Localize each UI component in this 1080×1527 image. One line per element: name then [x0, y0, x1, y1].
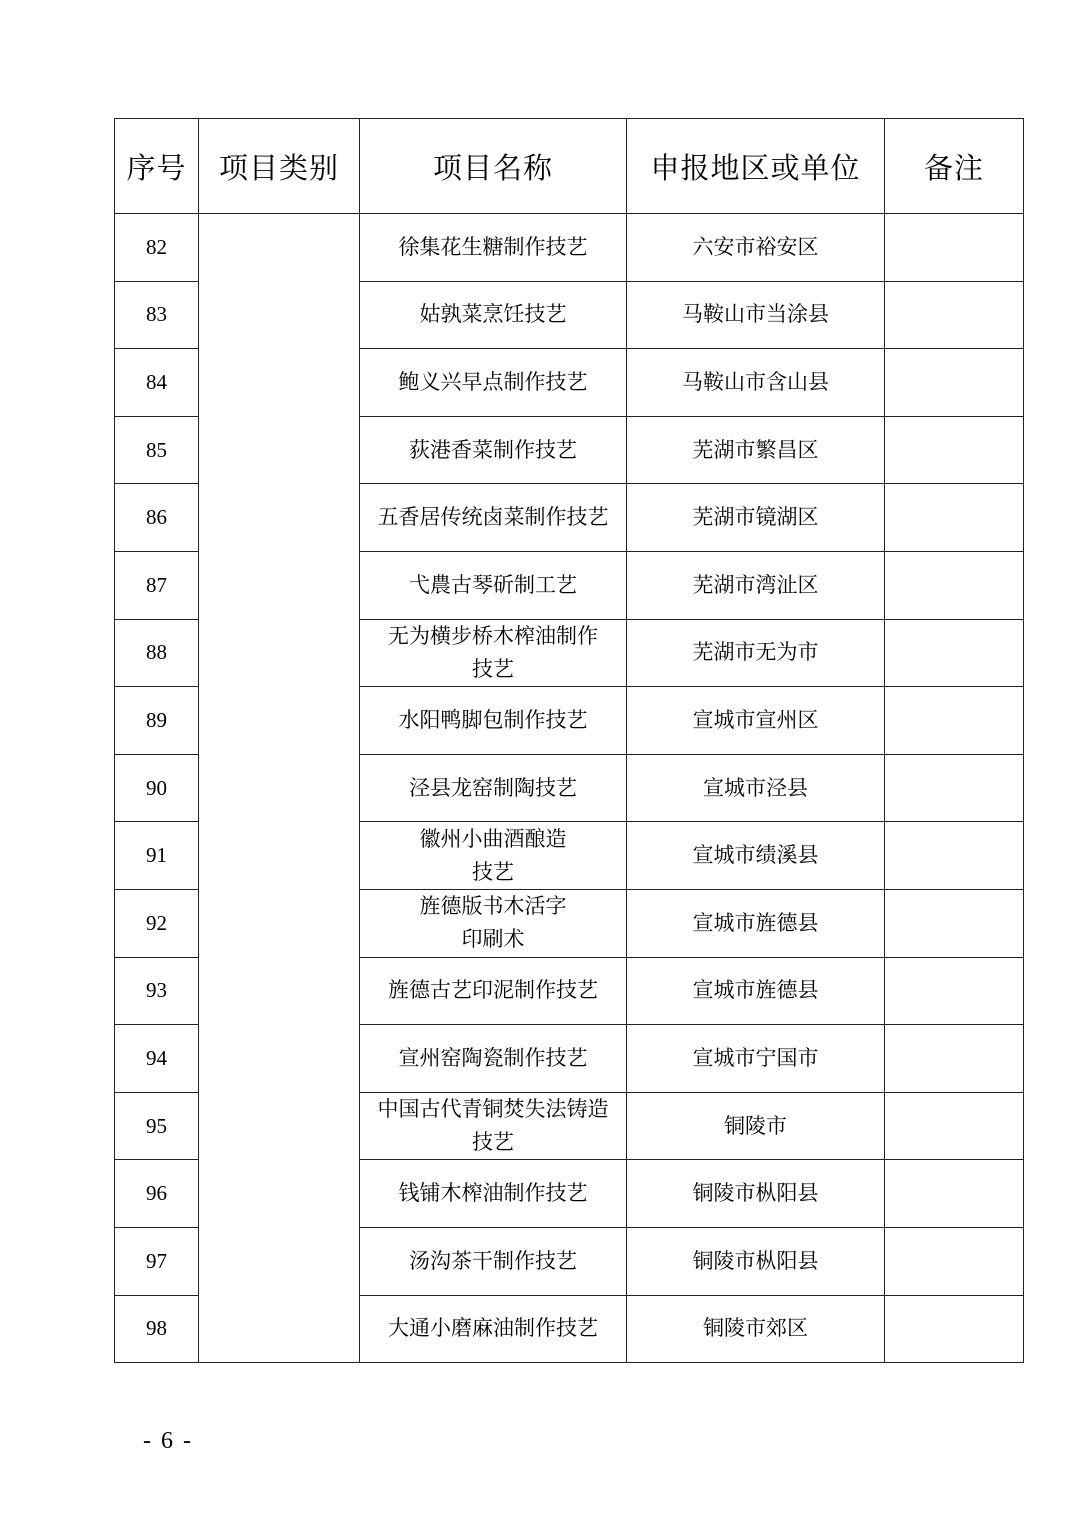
cell-region: 铜陵市	[627, 1092, 885, 1160]
cell-note	[885, 349, 1024, 417]
table-body	[115, 214, 1024, 1363]
cell-note	[885, 889, 1024, 957]
cell-region: 铜陵市枞阳县	[627, 1227, 885, 1295]
cell-project-name	[360, 214, 627, 282]
cell-seq: 94	[115, 1025, 199, 1093]
cell-region: 宣城市绩溪县	[627, 822, 885, 890]
project-name-line: 荻港香菜制作技艺	[409, 437, 577, 462]
cell-note	[885, 214, 1024, 282]
header-seq: 序号	[115, 119, 199, 214]
cell-note	[885, 754, 1024, 822]
project-name-line: 姑孰菜烹饪技艺	[419, 302, 567, 327]
cell-region: 铜陵市郊区	[627, 1295, 885, 1363]
project-name-line: 旌德古艺印泥制作技艺	[388, 978, 598, 1003]
cell-seq: 89	[115, 687, 199, 755]
cell-project-name	[360, 687, 627, 755]
project-name-line: 中国古代青铜焚失法铸造	[377, 1097, 609, 1122]
cell-region: 铜陵市枞阳县	[627, 1160, 885, 1228]
cell-region: 马鞍山市含山县	[627, 349, 885, 417]
cell-seq: 98	[115, 1295, 199, 1363]
cell-seq: 86	[115, 484, 199, 552]
project-name-line: 水阳鸭脚包制作技艺	[398, 707, 588, 732]
project-name-line: 钱铺木榨油制作技艺	[398, 1181, 588, 1206]
cell-region: 芜湖市湾沚区	[627, 551, 885, 619]
cell-note	[885, 281, 1024, 349]
cell-project-name	[360, 619, 627, 687]
cell-seq: 91	[115, 822, 199, 890]
cell-note	[885, 1025, 1024, 1093]
cell-category-merged	[199, 214, 360, 1363]
cell-region: 宣城市泾县	[627, 754, 885, 822]
project-name-line: 汤沟茶干制作技艺	[409, 1248, 577, 1273]
cell-note	[885, 1295, 1024, 1363]
cell-project-name	[360, 416, 627, 484]
cell-note	[885, 957, 1024, 1025]
project-name-line: 技艺	[472, 656, 514, 681]
project-name-line: 泾县龙窑制陶技艺	[409, 775, 577, 800]
cell-region: 宣城市宣州区	[627, 687, 885, 755]
cell-seq: 90	[115, 754, 199, 822]
cell-project-name	[360, 484, 627, 552]
cell-seq: 82	[115, 214, 199, 282]
cell-note	[885, 484, 1024, 552]
cell-project-name	[360, 1025, 627, 1093]
cell-note	[885, 687, 1024, 755]
cell-project-name	[360, 1227, 627, 1295]
header-note: 备注	[885, 119, 1024, 214]
project-name-line: 鲍义兴早点制作技艺	[398, 369, 588, 394]
cell-project-name	[360, 754, 627, 822]
cell-project-name	[360, 1160, 627, 1228]
project-name-line: 五香居传统卤菜制作技艺	[377, 505, 609, 530]
cell-note	[885, 551, 1024, 619]
cell-project-name	[360, 822, 627, 890]
cell-note	[885, 1092, 1024, 1160]
cell-project-name	[360, 957, 627, 1025]
header-region: 申报地区或单位	[627, 119, 885, 214]
cell-seq: 83	[115, 281, 199, 349]
cell-region: 宣城市旌德县	[627, 889, 885, 957]
project-name-line: 旌德版书木活字	[419, 894, 567, 919]
cell-note	[885, 619, 1024, 687]
header-name: 项目名称	[360, 119, 627, 214]
project-name-line: 印刷术	[461, 927, 525, 952]
header-category: 项目类别	[199, 119, 360, 214]
cell-note	[885, 1227, 1024, 1295]
cell-region: 芜湖市无为市	[627, 619, 885, 687]
page-number: - 6 -	[143, 1428, 193, 1454]
project-name-line: 宣州窑陶瓷制作技艺	[398, 1045, 588, 1070]
cell-region: 六安市裕安区	[627, 214, 885, 282]
heritage-project-table	[114, 118, 1024, 1363]
cell-seq: 96	[115, 1160, 199, 1228]
cell-project-name	[360, 349, 627, 417]
project-name-line: 技艺	[472, 1130, 514, 1155]
cell-seq: 93	[115, 957, 199, 1025]
project-name-line: 徐集花生糖制作技艺	[398, 234, 588, 259]
cell-seq: 85	[115, 416, 199, 484]
project-name-line: 徽州小曲酒酿造	[419, 826, 567, 851]
cell-region: 宣城市宁国市	[627, 1025, 885, 1093]
cell-project-name	[360, 551, 627, 619]
project-name-line: 弋農古琴斫制工艺	[409, 572, 577, 597]
cell-region: 芜湖市镜湖区	[627, 484, 885, 552]
cell-seq: 92	[115, 889, 199, 957]
project-name-line: 无为横步桥木榨油制作	[388, 623, 598, 648]
cell-region: 芜湖市繁昌区	[627, 416, 885, 484]
project-name-line: 技艺	[472, 859, 514, 884]
cell-note	[885, 416, 1024, 484]
cell-seq: 95	[115, 1092, 199, 1160]
cell-seq: 88	[115, 619, 199, 687]
cell-region: 宣城市旌德县	[627, 957, 885, 1025]
cell-project-name	[360, 281, 627, 349]
table-row	[115, 214, 1024, 282]
cell-seq: 87	[115, 551, 199, 619]
cell-seq: 84	[115, 349, 199, 417]
cell-project-name	[360, 1092, 627, 1160]
cell-project-name	[360, 1295, 627, 1363]
cell-note	[885, 1160, 1024, 1228]
project-name-line: 大通小磨麻油制作技艺	[388, 1316, 598, 1341]
cell-note	[885, 822, 1024, 890]
cell-seq: 97	[115, 1227, 199, 1295]
cell-region: 马鞍山市当涂县	[627, 281, 885, 349]
table-header-row	[115, 119, 1024, 214]
cell-project-name	[360, 889, 627, 957]
